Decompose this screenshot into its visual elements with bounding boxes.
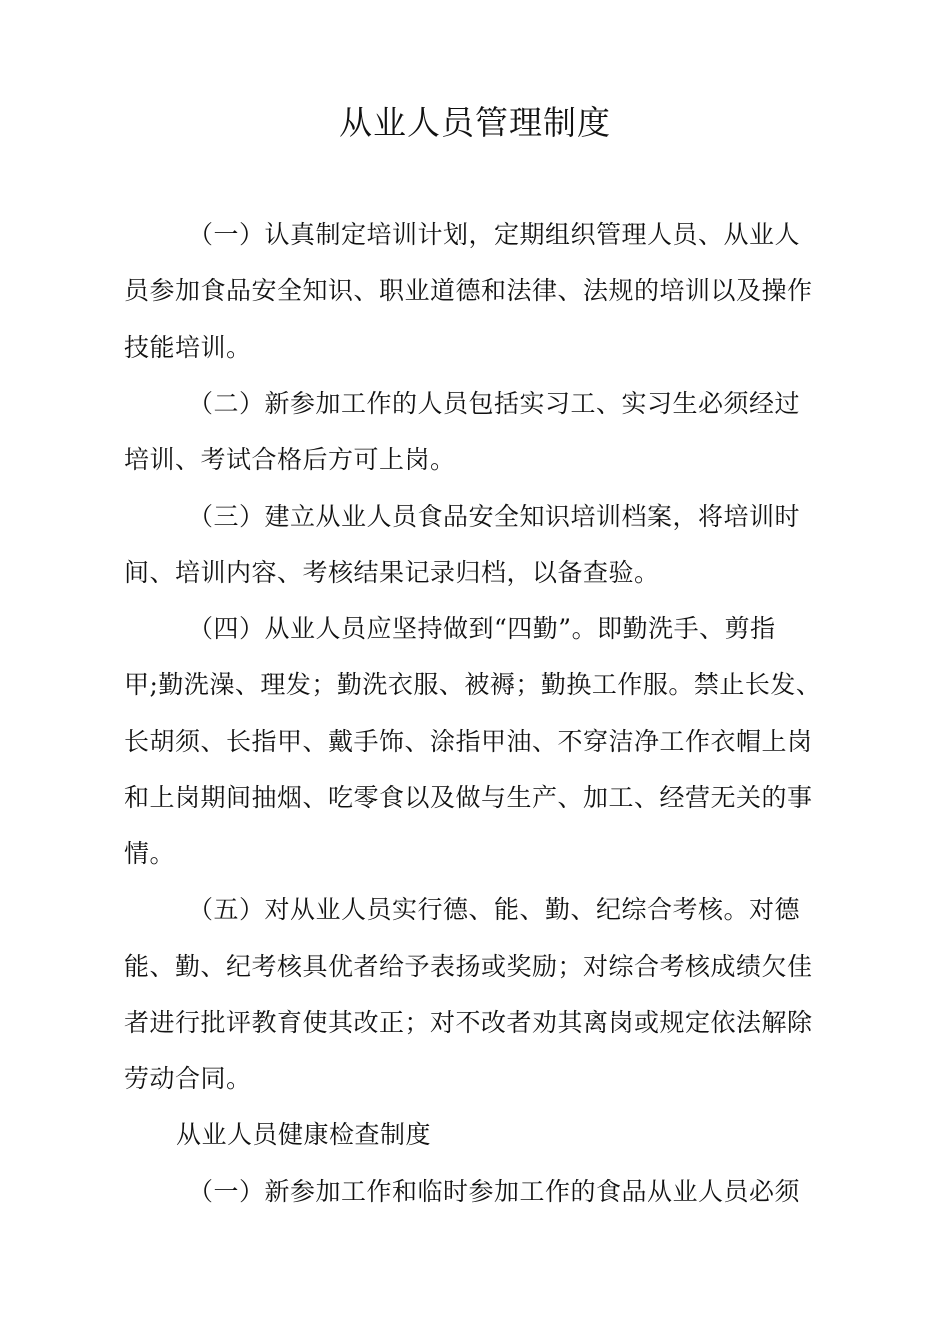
paragraph-line: 劳动合同。 — [124, 1064, 252, 1093]
paragraph-line: 情。 — [124, 839, 176, 868]
paragraph-line: （二）新参加工作的人员包括实习工、实习生必须经过 — [188, 389, 801, 418]
paragraph-line: 培训、考试合格后方可上岗。 — [124, 445, 456, 474]
paragraph-line: 能、勤、纪考核具优者给予表扬或奖励；对综合考核成绩欠佳 — [124, 952, 813, 981]
paragraph-line: 员参加食品安全知识、职业道德和法律、法规的培训以及操作 — [124, 276, 813, 305]
paragraph-line: （四）从业人员应坚持做到“四勤”。即勤洗手、剪指 — [188, 614, 776, 643]
paragraph-line: 和上岗期间抽烟、吃零食以及做与生产、加工、经营无关的事 — [124, 783, 813, 812]
paragraph-line: 者进行批评教育使其改正；对不改者劝其离岗或规定依法解除 — [124, 1008, 813, 1037]
paragraph-line: 间、培训内容、考核结果记录归档，以备查验。 — [124, 558, 660, 587]
paragraph-line: 长胡须、长指甲、戴手饰、涂指甲油、不穿洁净工作衣帽上岗 — [124, 727, 813, 756]
document-title: 从业人员管理制度 — [339, 103, 611, 142]
paragraph-line: 甲;勤洗澡、理发；勤洗衣服、被褥；勤换工作服。禁止长发、 — [124, 670, 822, 699]
paragraph-line: （三）建立从业人员食品安全知识培训档案，将培训时 — [188, 502, 801, 531]
paragraph-line: （一）新参加工作和临时参加工作的食品从业人员必须 — [188, 1177, 801, 1206]
section-heading: 从业人员健康检查制度 — [176, 1120, 432, 1149]
paragraph-line: （一）认真制定培训计划，定期组织管理人员、从业人 — [188, 220, 801, 249]
paragraph-line: 技能培训。 — [124, 333, 252, 362]
paragraph-line: （五）对从业人员实行德、能、勤、纪综合考核。对德 — [188, 895, 801, 924]
